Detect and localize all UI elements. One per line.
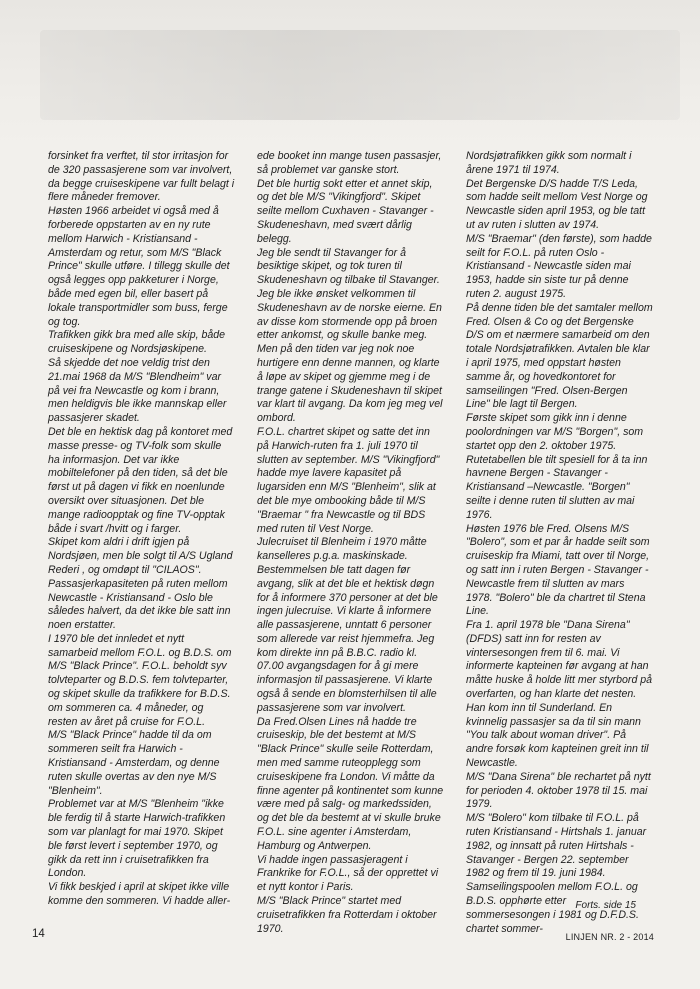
page-number: 14 bbox=[32, 928, 45, 940]
paragraph: Vi hadde ingen passasjeragent i Frankrike for F.O.L., så der opprettet vi et nytt kontor i Paris. bbox=[257, 853, 439, 894]
paragraph: Problemet var at M/S "Blenheim "ikke ble ferdig til å starte Harwich-trafikken som var planlagt for mai 1970. Skipet ble først levert i september 1970, og gikk da rett inn i cruisetrafikken fra London. bbox=[48, 798, 226, 880]
paragraph: Da Fred.Olsen Lines nå hadde tre cruiseskip, ble det bestemt at M/S "Black Prince" skulle seile Rotterdam, men med samme ruteopplegg som cruiseskipene fra London. Vi måtte da finne agenter på kontinentet som kunne være med på salg- og markedssiden, og det ble da bestemt at vi skulle bruke F.O.L. sine agenter i Amsterdam, Hamburg og Antwerpen. bbox=[257, 715, 444, 852]
bleed-through-header bbox=[0, 0, 700, 150]
paragraph: Høsten 1976 ble Fred. Olsens M/S "Bolero", som et par år hadde seilt som cruiseskip fra Miami, tatt over til Norge, og satt inn i ruten Bergen - Stavanger - Newcastle frem til slutten av mars 1978. "Bolero" ble da chartret til Stena Line. bbox=[466, 522, 650, 618]
column-2 bbox=[257, 150, 444, 936]
bleed-through-shadow bbox=[40, 30, 680, 120]
article-body bbox=[48, 150, 654, 935]
paragraph: M/S "Braemar" (den første), som hadde seilt for F.O.L. på ruten Oslo - Kristiansand - Newcastle siden mai 1953, hadde sin siste tur på denne ruten 2. august 1975. bbox=[466, 232, 652, 300]
paragraph: Så skjedde det noe veldig trist den 21.mai 1968 da M/S "Blendheim" var på vei fra Newcastle og kom i brann, men heldigvis ble ikke mannskap eller passasjerer skadet. bbox=[48, 356, 227, 425]
paragraph: forsinket fra verftet, til stor irritasjon for de 320 passasjerene som var involvert, da begge cruiseskipene var fullt belagt i flere måneder fremover. bbox=[48, 150, 235, 204]
magazine-issue: LINJEN NR. 2 - 2014 bbox=[565, 932, 654, 942]
paragraph: F.O.L. chartret skipet og satte det inn på Harwich-ruten fra 1. juli 1970 til slutten av september. M/S "Vikingfjord" hadde mye lavere kapasitet på lugarsiden enn M/S "Blenheim", slik at det ble mye ombooking både til M/S "Braemar " fra Newcastle og til BDS med ruten til Vest Norge. bbox=[257, 425, 440, 535]
paragraph: Rutetabellen ble tilt spesiell for å ta inn havnene Bergen - Stavanger - Kristiansand –Newcastle. "Borgen" seilte i denne ruten til slutten av mai 1976. bbox=[466, 453, 648, 521]
paragraph: Første skipet som gikk inn i denne poolordningen var M/S "Borgen", som startet opp den 2. oktober 1975. bbox=[466, 412, 644, 452]
paragraph: I 1970 ble det innledet et nytt samarbeid mellom F.O.L. og B.D.S. om M/S "Black Prince". F.O.L. beholdt syv tolvteparter og B.D.S. fem tolvteparter, og skipet skulle da trafikkere for B.D.S. om sommeren ca. 4 måneder, og resten av året på cruise for F.O.L. bbox=[48, 632, 232, 728]
paragraph: Passasjerkapasiteten på ruten mellom Newcastle - Kristiansand - Oslo ble således halvert, da det ikke ble satt inn noen erstatter. bbox=[48, 577, 231, 632]
paragraph: Høsten 1966 arbeidet vi også med å forberede oppstarten av en ny rute mellom Harwich - Kristiansand - Amsterdam og retur, som M/S "Black Prince" skulle utføre. I tillegg skulle det også legges opp pakketurer i Norge, både med egen bil, eller basert på lokale transportmidler som buss, ferge og tog. bbox=[48, 205, 230, 328]
paragraph: På denne tiden ble det samtaler mellom Fred. Olsen & Co og det Bergenske D/S om et nærmere samarbeid om den totale Nordsjøtrafikken. Avtalen ble klar i april 1975, med oppstart høsten samme år, og hovedkontoret for samseilingen "Fred. Olsen-Bergen Line" ble lagt til Bergen. bbox=[466, 301, 653, 411]
paragraph: ede booket inn mange tusen passasjer, så problemet var ganske stort. bbox=[257, 150, 442, 176]
paragraph: M/S "Bolero" kom tilbake til F.O.L. på ruten Kristiansand - Hirtshals 1. januar 1982, og innsatt på ruten Hirtshals - Stavanger - Bergen 22. september 1982 og frem til 19. juni 1984. bbox=[466, 812, 647, 880]
paragraph: Samseilingspoolen mellom F.O.L. og B.D.S. opphørte etter sommersesongen i 1981 og D.F.D.S. chartet sommer- bbox=[466, 881, 639, 935]
paragraph: M/S "Dana Sirena" ble rechartet på nytt for perioden 4. oktober 1978 til 15. mai 1979. bbox=[466, 770, 651, 811]
paragraph: Skipet kom aldri i drift igjen på Nordsjøen, men ble solgt til A/S Ugland Rederi , og omdøpt til "CILAOS". bbox=[48, 536, 233, 576]
paragraph: Trafikken gikk bra med alle skip, både cruiseskipene og Nordsjøskipene. bbox=[48, 329, 226, 356]
paragraph: Nordsjøtrafikken gikk som normalt i årene 1971 til 1974. bbox=[466, 150, 632, 176]
paragraph: M/S "Black Prince" hadde til da om sommeren seilt fra Harwich - Kristiansand - Amsterdam, og denne ruten skulle overtas av den nye M/S "Blenheim". bbox=[48, 729, 220, 797]
continued-note: Forts. side 15 bbox=[575, 900, 636, 911]
paragraph: Det ble en hektisk dag på kontoret med masse presse- og TV-folk som skulle ha informasjon. Det var ikke mobiltelefoner på den tiden, så det ble først ut på dagen vi fikk en noenlunde oversikt over situasjonen. Det ble mange radioopptak og fine TV-opptak både i svart /hvitt og i farger. bbox=[48, 425, 233, 535]
paragraph: Vi fikk beskjed i april at skipet ikke ville komme den sommeren. Vi hadde aller- bbox=[48, 881, 231, 908]
paragraph: M/S "Black Prince" startet med cruisetrafikken fra Rotterdam i oktober 1970. bbox=[257, 895, 437, 935]
column-3 bbox=[466, 150, 653, 936]
paragraph: Julecruiset til Blenheim i 1970 måtte kanselleres p.g.a. maskinskade. Bestemmelsen ble tatt dagen før avgang, slik at det ble et hektisk døgn for å informere 370 personer at det ble ingen julecruise. Vi klarte å informere alle passasjerene, unntatt 6 personer som allerede var reist hjemmefra. Jeg kom direkte inn på B.B.C. radio kl. 07.00 avgangsdagen for å gi mere informasjon til passasjerene. Vi klarte også å sende en blomsterhilsen til alle passasjerene som var involvert. bbox=[257, 536, 438, 714]
column-1 bbox=[48, 150, 235, 936]
paragraph: Fra 1. april 1978 ble "Dana Sirena" (DFDS) satt inn for resten av vintersesongen frem til 6. mai. Vi informerte kapteinen før avgang at han måtte huske å holde litt mer styrbord på overfarten, og han klarte det nesten. Han kom inn til Sunderland. En kvinnelig passasjer sa da til sin mann "You talk about woman driver". På andre forsøk kom kapteinen greit inn til Newcastle. bbox=[466, 619, 653, 770]
paragraph: Jeg ble sendt til Stavanger for å besiktige skipet, og tok turen til Skudeneshavn og tilbake til Stavanger. Jeg ble ikke ønsket velkommen til Skudeneshavn av de norske eierne. En av disse kom stormende opp på broen etter ankomst, og skulle banke meg. Men på den tiden var jeg nok noe hurtigere enn denne mannen, og klarte å løpe av skipet og gjemme meg i de trange gatene i Skudeneshavn til skipet var klart til avgang. Da kom jeg meg vel ombord. bbox=[257, 246, 443, 425]
paragraph: Det ble hurtig sokt etter et annet skip, og det ble M/S "Vikingfjord". Skipet seilte mellom Cuxhaven - Stavanger - Skudeneshavn, med svært dårlig belegg. bbox=[257, 177, 434, 245]
paragraph: Det Bergenske D/S hadde T/S Leda, som hadde seilt mellom Vest Norge og Newcastle siden april 1953, og ble tatt ut av ruten i slutten av 1974. bbox=[466, 177, 648, 231]
